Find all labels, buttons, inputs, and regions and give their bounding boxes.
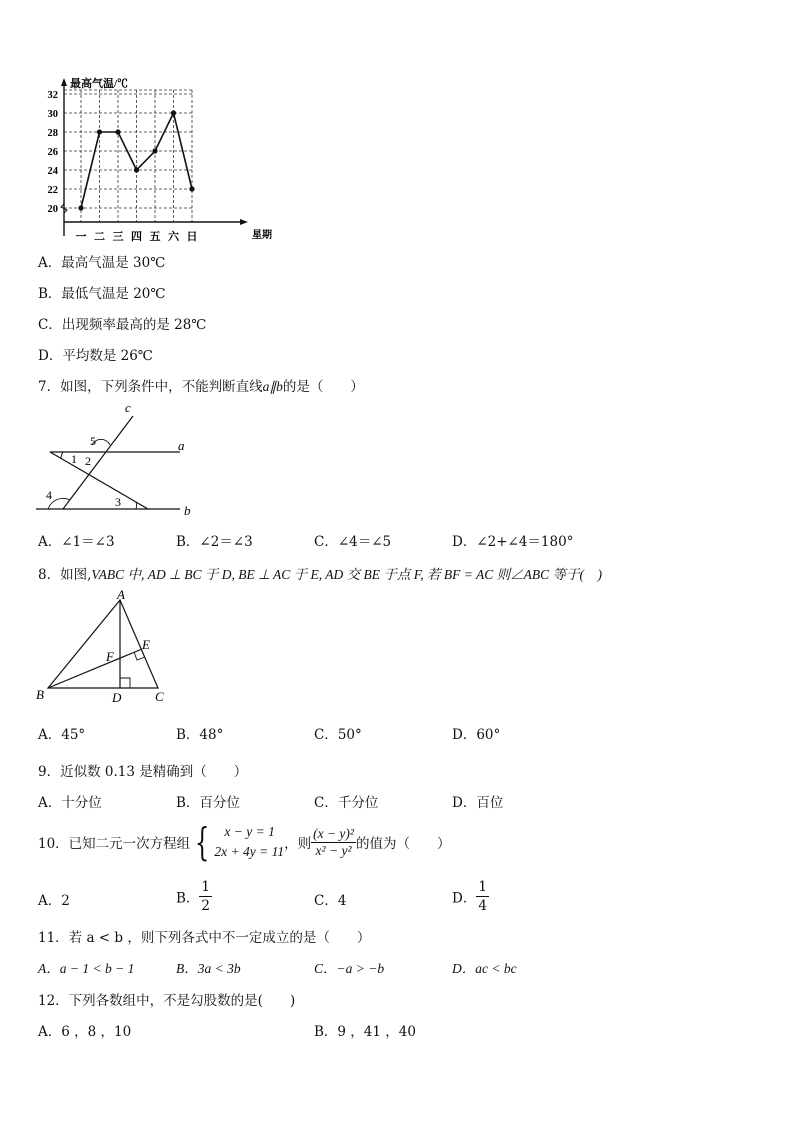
angle-arc-1 bbox=[61, 452, 63, 458]
x-tick-label: 三 bbox=[112, 231, 124, 243]
x-tick-label: 四 bbox=[131, 231, 142, 243]
temperature-line-chart bbox=[34, 76, 294, 246]
q11-option-c: C．−a > −b bbox=[314, 961, 385, 976]
vertex-c: C bbox=[155, 689, 164, 704]
q7-stem-b: 的是（ ） bbox=[282, 379, 364, 395]
data-point bbox=[97, 129, 102, 134]
q10-option-d-prefix: D． bbox=[452, 890, 477, 907]
label-4: 4 bbox=[46, 488, 52, 502]
system-brace: { bbox=[195, 820, 210, 864]
q6-option-b: B．最低气温是 20℃ bbox=[38, 286, 166, 302]
q12-option-a: A．6 ，8 ，10 bbox=[38, 1024, 132, 1040]
q9-option-b: B．百分位 bbox=[176, 795, 240, 811]
q6-option-a: A．最高气温是 30℃ bbox=[38, 255, 166, 271]
y-tick-label: 30 bbox=[47, 109, 58, 120]
q10-option-b-num: 1 bbox=[201, 879, 211, 895]
label-b: b bbox=[184, 503, 191, 518]
q8-triangle-figure bbox=[34, 588, 174, 708]
equation-1: x − y = 1 bbox=[224, 824, 275, 839]
y-axis-arrow bbox=[61, 78, 67, 86]
vertex-e: E bbox=[142, 637, 150, 652]
data-point bbox=[78, 205, 83, 210]
fraction-numerator: (x − y)² bbox=[313, 825, 354, 841]
x-tick-label: 五 bbox=[149, 231, 161, 243]
y-tick-label: 22 bbox=[47, 185, 58, 196]
q8-stem-a: 8．如图, bbox=[38, 567, 92, 583]
q10-fraction bbox=[311, 826, 356, 859]
q10-option-d-fraction bbox=[476, 878, 489, 915]
label-3: 3 bbox=[115, 495, 121, 509]
y-axis-title: 最高气温/℃ bbox=[70, 78, 129, 90]
q6-option-c: C．出现频率最高的是 28℃ bbox=[38, 317, 207, 333]
data-point bbox=[134, 167, 139, 172]
vertex-f: F bbox=[106, 649, 114, 664]
q10-option-b bbox=[176, 878, 212, 915]
vertex-d: D bbox=[112, 690, 122, 705]
q12-option-b: B．9 ，41 ，40 bbox=[314, 1024, 416, 1040]
q10-option-d-num: 1 bbox=[478, 879, 487, 895]
q10-option-b-fraction bbox=[199, 878, 212, 915]
q6-option-d: D．平均数是 26℃ bbox=[38, 348, 153, 364]
y-tick-label: 24 bbox=[47, 166, 58, 177]
q10-stem-b: ，则 bbox=[284, 836, 312, 852]
q9-stem: 9．近似数 0.13 是精确到（ ） bbox=[38, 764, 248, 780]
q7-stem-var: a∥b bbox=[262, 379, 283, 394]
q10-stem bbox=[38, 822, 450, 862]
q8-option-b: B．48° bbox=[176, 727, 224, 743]
vertex-a: A bbox=[117, 588, 125, 602]
q9-option-d: D．百位 bbox=[452, 795, 504, 811]
q11-option-b: B．3a < 3b bbox=[176, 961, 241, 976]
q11-option-d: D．ac < bc bbox=[452, 961, 517, 976]
x-tick-label: 一 bbox=[75, 231, 87, 243]
q11-stem: 11．若 a < b ，则下列各式中不一定成立的是（ ） bbox=[38, 930, 371, 946]
q10-option-d-den: 4 bbox=[478, 898, 487, 914]
q10-stem-a: 10．已知二元一次方程组 bbox=[38, 836, 191, 852]
label-a: a bbox=[178, 438, 185, 453]
label-5: 5 bbox=[90, 434, 96, 448]
q7-parallel-lines-figure bbox=[30, 400, 200, 520]
q8-option-a: A．45° bbox=[38, 727, 86, 743]
y-tick-label: 32 bbox=[47, 90, 58, 101]
q7-option-a: A．∠1＝∠3 bbox=[38, 534, 115, 550]
q7-option-d: D．∠2+∠4＝180° bbox=[452, 534, 574, 550]
q9-option-a: A．十分位 bbox=[38, 795, 102, 811]
q10-option-b-prefix: B． bbox=[176, 890, 200, 907]
q10-option-c: C．4 bbox=[314, 893, 347, 909]
equation-2: 2x + 4y = 11 bbox=[214, 844, 285, 859]
q8-stem bbox=[38, 563, 602, 583]
label-1: 1 bbox=[71, 452, 77, 466]
x-tick-label: 日 bbox=[186, 231, 198, 243]
y-tick-label: 20 bbox=[47, 204, 58, 215]
q10-option-a: A．2 bbox=[38, 893, 70, 909]
q10-stem-c: 的值为（ ） bbox=[355, 836, 451, 852]
q7-option-c: C．∠4＝∠5 bbox=[314, 534, 392, 550]
q12-stem: 12．下列各数组中，不是勾股数的是( ) bbox=[38, 993, 296, 1009]
x-tick-label: 六 bbox=[168, 231, 179, 243]
q7-stem-a: 7．如图，下列条件中，不能判断直线 bbox=[38, 379, 263, 395]
q11-option-a: A．a − 1 < b − 1 bbox=[38, 961, 135, 976]
q7-stem bbox=[38, 375, 364, 395]
equation-system bbox=[214, 822, 284, 862]
q7-option-b: B．∠2＝∠3 bbox=[176, 534, 253, 550]
fraction-denominator: x² − y² bbox=[315, 842, 352, 858]
label-2: 2 bbox=[85, 454, 91, 468]
q8-option-c: C．50° bbox=[314, 727, 362, 743]
x-tick-label: 二 bbox=[94, 231, 105, 243]
q9-option-c: C．千分位 bbox=[314, 795, 379, 811]
data-point bbox=[189, 186, 194, 191]
data-point bbox=[152, 148, 157, 153]
q10-option-b-den: 2 bbox=[201, 898, 211, 914]
x-axis-arrow bbox=[240, 219, 248, 225]
label-c: c bbox=[125, 400, 131, 415]
data-point bbox=[115, 129, 120, 134]
angle-arc-3 bbox=[136, 502, 137, 509]
q8-stem-b: VABC 中, AD ⊥ BC 于 D, BE ⊥ AC 于 E, AD 交 BE 于点 F, 若 BF = AC 则∠ABC 等于( ) bbox=[91, 567, 602, 582]
x-axis-title: 星期 bbox=[252, 230, 272, 241]
vertex-b: B bbox=[36, 687, 44, 702]
right-angle-d bbox=[120, 678, 130, 688]
y-tick-label: 28 bbox=[47, 128, 58, 139]
y-tick-label: 26 bbox=[47, 147, 58, 158]
q10-option-d bbox=[452, 878, 489, 915]
data-point bbox=[171, 110, 176, 115]
altitude-be bbox=[48, 649, 142, 688]
q8-option-d: D．60° bbox=[452, 727, 501, 743]
